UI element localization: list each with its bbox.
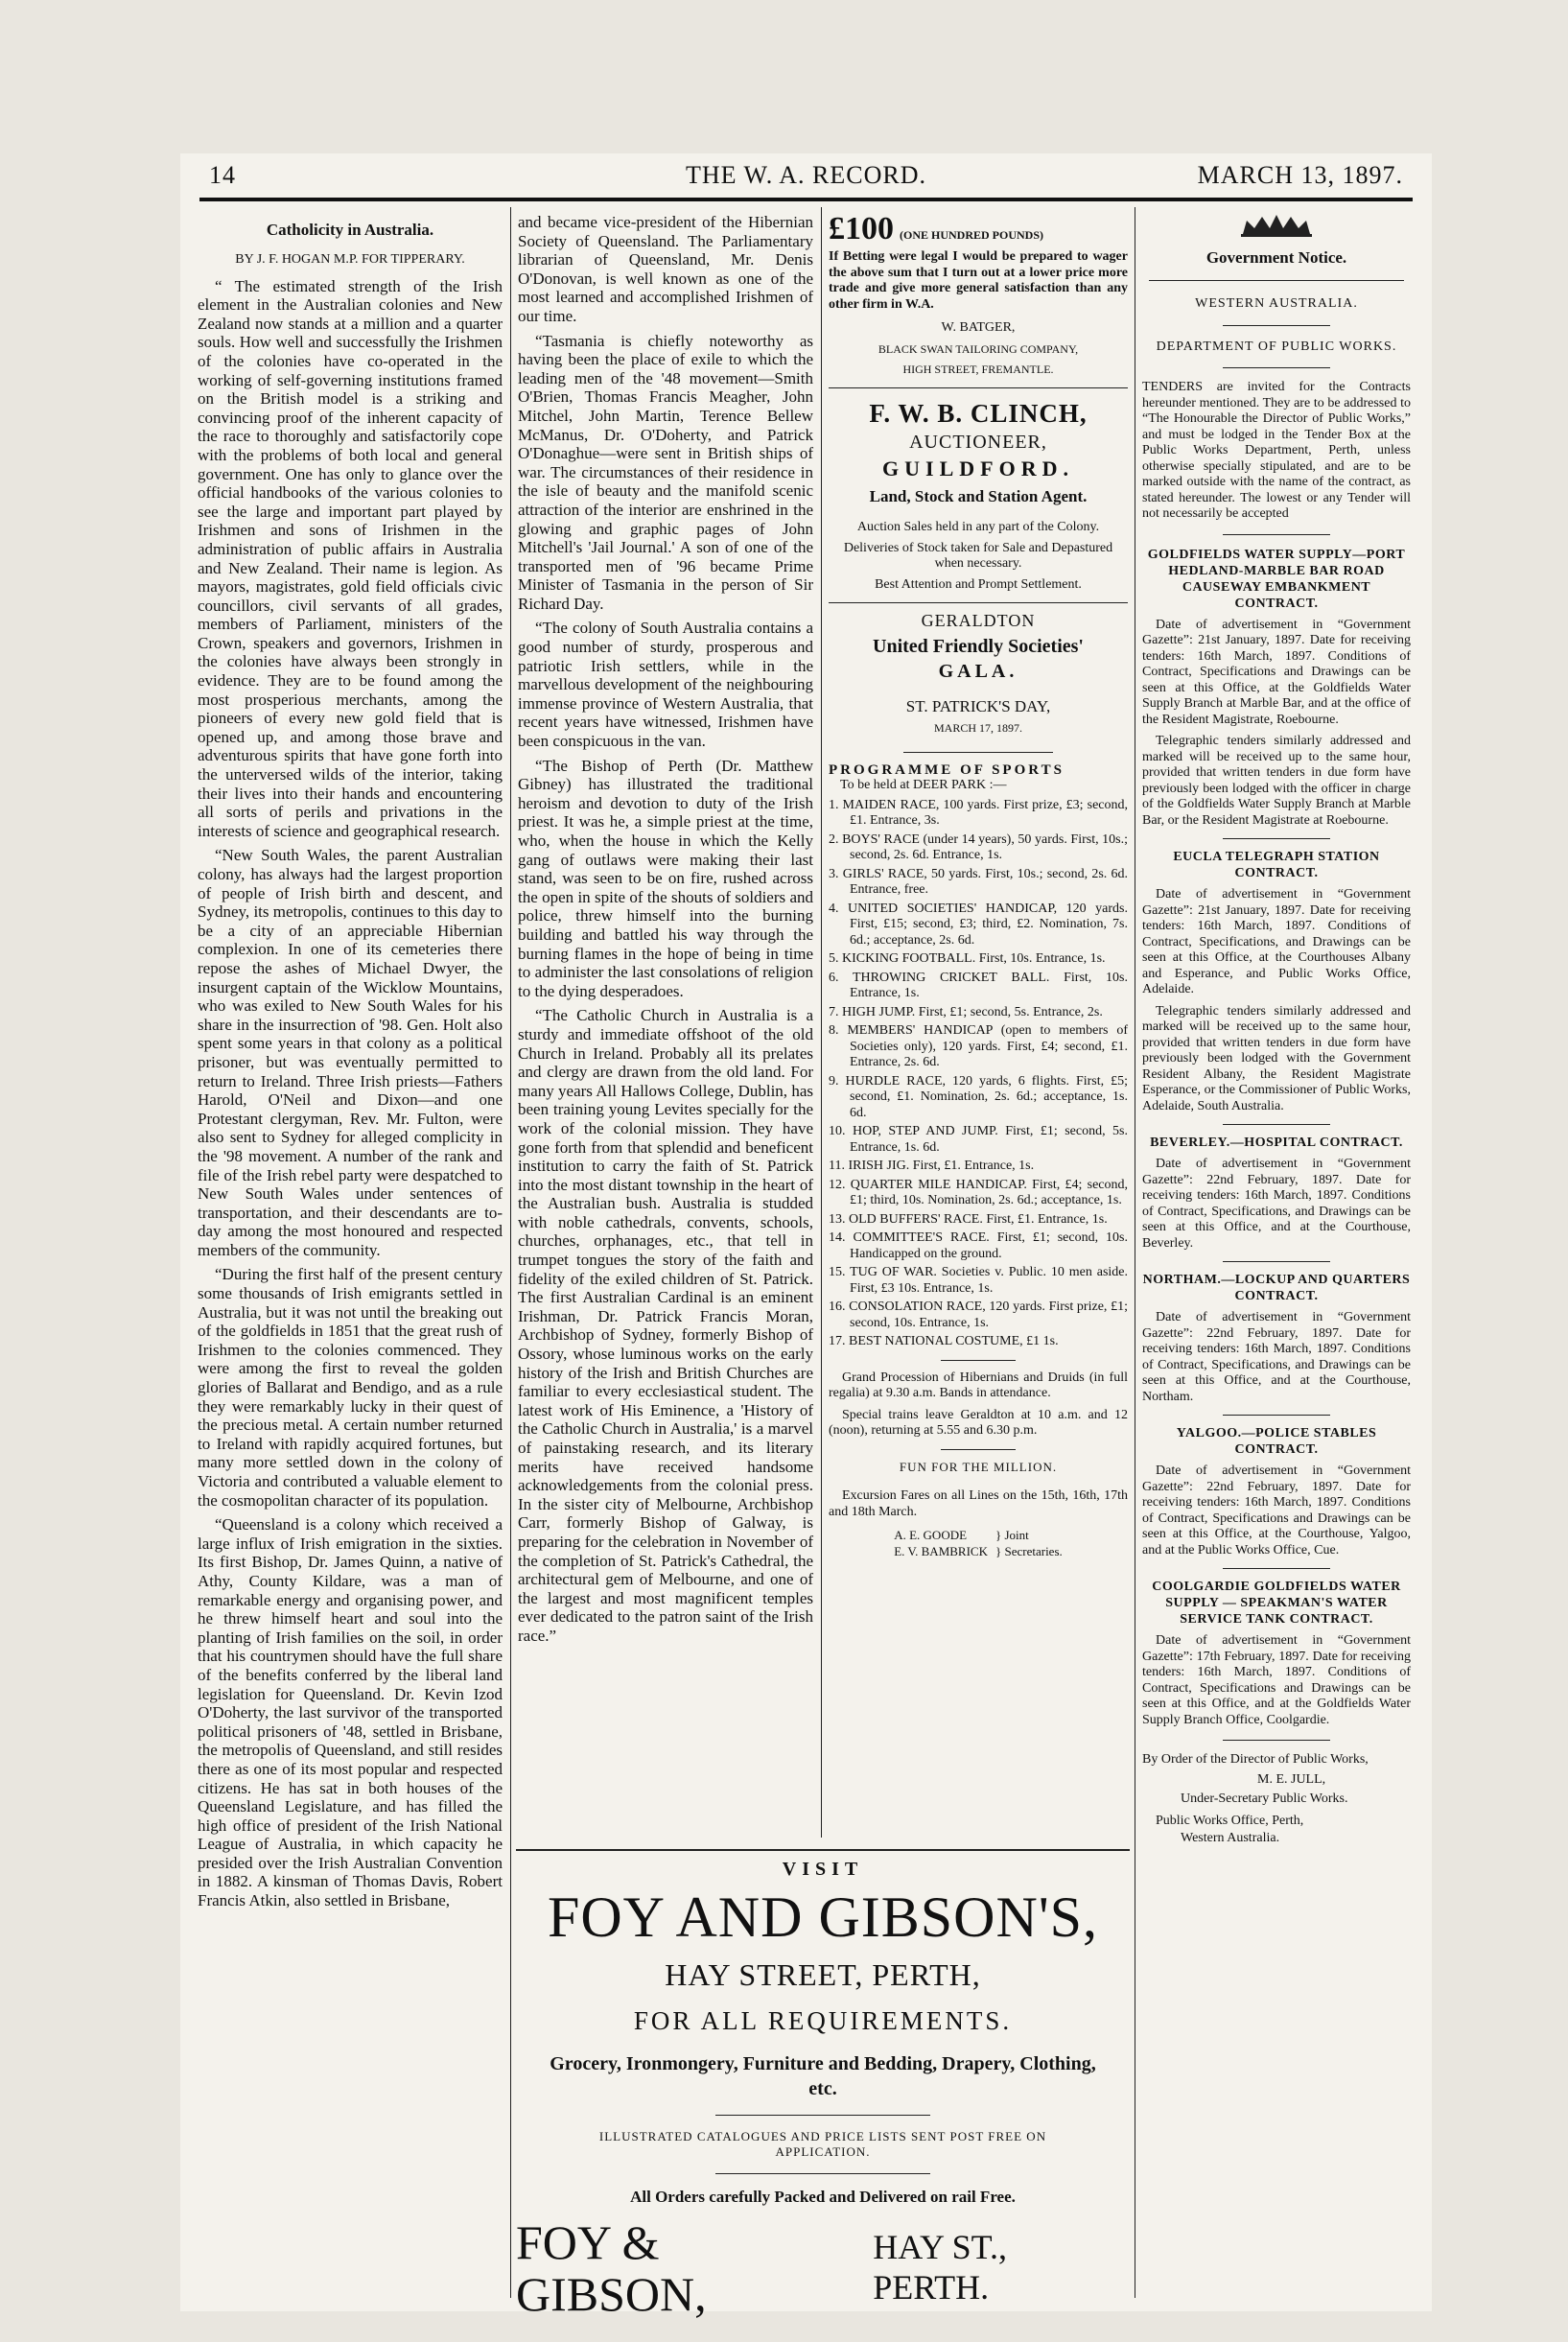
- gala-trains: Special trains leave Geraldton at 10 a.m. and 12 (noon), returning at 5.55 and 6.30 p.m.: [829, 1407, 1128, 1438]
- article-paragraph: “The colony of South Australia contains a good number of sturdy, prosperous and patriotic Irish settlers, while in the marvellous development of the neighbouring immense province of Western Australia, that recent years have witnessed, Irishmen have been conspicuous in the van.: [518, 619, 813, 751]
- programme-item: 16. CONSOLATION RACE, 120 yards. First prize, £1; second, 10s. Entrance, 1s.: [829, 1300, 1128, 1330]
- masthead-title: THE W. A. RECORD.: [685, 161, 927, 189]
- divider: [1223, 1415, 1330, 1416]
- notice-title: BEVERLEY.—HOSPITAL CONTRACT.: [1150, 1136, 1403, 1151]
- notice-paragraph: Date of advertisement in “Government Gazette”: 21st January, 1897. Date for receiving tenders: 16th March, 1897. Conditions of Contract, Specifications and Drawings can be seen at this Office, at the Goldfields Water Supply Branch at Marble Bar, and at the office of the Resident Magistrate, Roebourne.: [1142, 617, 1411, 727]
- foy-catalogue: ILLUSTRATED CATALOGUES AND PRICE LISTS SENT POST FREE ON APPLICATION.: [598, 2129, 1047, 2159]
- royal-crest-icon: [1142, 213, 1411, 243]
- clinch-detail: Deliveries of Stock taken for Sale and Depastured when necessary.: [843, 540, 1113, 571]
- article-byline: BY J. F. HOGAN M.P. FOR TIPPERARY.: [235, 251, 465, 267]
- notice-paragraph: Date of advertisement in “Government Gazette”: 22nd February, 1897. Date for receiving tenders: 16th March, 1897. Conditions of Contract, Specifications and Drawings can be seen at this Office, at the Courthouse, Yalgoo, and at the Public Works Office, Cue.: [1142, 1464, 1411, 1557]
- notice-block: [1142, 1425, 1411, 1558]
- article-column-2: [518, 213, 813, 1651]
- clinch-detail: Best Attention and Prompt Settlement.: [875, 576, 1082, 592]
- gala-excursion: Excursion Fares on all Lines on the 15th, 16th, 17th and 18th March.: [829, 1488, 1128, 1519]
- article-paragraph: “Tasmania is chiefly noteworthy as having been the place of exile to which the leading men of the '48 movement—Smith O'Brien, Thomas Francis Meagher, John Mitchel, John Martin, Terence Bellew McManus, Dr. O'Doherty, and Patrick O'Donaghue—were sent in British ships of war. The circumstances of their residence in the isle of beauty and the manifold scenic attraction of the interior are enshrined in the glowing and graphic pages of John Mitchell's 'Jail Journal.' A son of one of the transported men of '96 became Prime Minister of Tasmania in the person of Sir Richard Day.: [518, 331, 813, 613]
- notice-block: [1142, 849, 1411, 1114]
- programme-item: 15. TUG OF WAR. Societies v. Public. 10 men aside. First, £3 10s. Entrance, 1s.: [829, 1265, 1128, 1296]
- article-paragraph: “During the first half of the present century some thousands of Irish emigrants settled in Australia, but it was not until the breaking out of the goldfields in 1851 that the great rush of Irishmen to the colonies commenced. They were among the first to reveal the golden glories of Ballarat and Bendigo, and as a rule they were remarkably lucky in their quest of the precious metal. A certain number returned to Ireland with rapidly acquired fortunes, but many more settled down in the colony of Victoria and contributed a valuable element to the cosmopolitan character of its population.: [198, 1265, 503, 1510]
- gov-intro-text: TENDERS are invited for the Contracts hereunder mentioned. They are to be addressed to “The Honourable the Director of Public Works,” and must be lodged in the Tender Box at the Public Works Department, Perth, unless otherwise specially stipulated, and are to be marked outside with the name of the contract, as stated hereunder. The lowest or any Tender will not necessarily be accepted: [1142, 380, 1411, 522]
- gala-advertisement: [829, 613, 1128, 1559]
- secretary-title: } Secretaries.: [995, 1543, 1063, 1558]
- foy-name: FOY AND GIBSON'S,: [547, 1885, 1099, 1949]
- foy-gibson-advertisement: [516, 1849, 1130, 2321]
- header-rule: [199, 198, 1413, 201]
- gala-place: GERALDTON: [921, 611, 1036, 630]
- programme-item: 4. UNITED SOCIETIES' HANDICAP, 120 yards. First, £15; second, £3; third, £2. Nomination, 7s. 6d.; acceptance, 2s. 6d.: [829, 901, 1128, 948]
- notice-block: [1142, 1272, 1411, 1405]
- notice-paragraph: Date of advertisement in “Government Gazette”: 22nd February, 1897. Date for receiving tenders: 16th March, 1897. Conditions of Contract, Specifications, and Drawings can be seen at this Office, and at the Courthouse, Beverley.: [1142, 1157, 1411, 1251]
- ad-name: W. BATGER,: [941, 320, 1016, 335]
- gov-order: By Order of the Director of Public Works,: [1142, 1752, 1369, 1768]
- clinch-line: Land, Stock and Station Agent.: [869, 486, 1088, 505]
- gov-signature: [1142, 1752, 1411, 1847]
- gov-state: WESTERN AUSTRALIA.: [1195, 296, 1358, 312]
- gala-fun: FUN FOR THE MILLION.: [899, 1459, 1058, 1474]
- divider: [1223, 325, 1330, 326]
- programme-item: 6. THROWING CRICKET BALL. First, 10s. Entrance, 1s.: [829, 970, 1128, 1000]
- article-paragraph: and became vice-president of the Hibernian Society of Queensland. The Parliamentary librarian of Queensland, Mr. Denis O'Donovan, is well known as one of the most learned and accomplished Irishmen of our time.: [518, 213, 813, 325]
- notice-block: [1142, 547, 1411, 830]
- notice-title: COOLGARDIE GOLDFIELDS WATER SUPPLY — SPEAKMAN'S WATER SERVICE TANK CONTRACT.: [1152, 1580, 1401, 1628]
- advertisement-column: [829, 213, 1128, 1559]
- foy-footer-address: HAY ST., PERTH.: [873, 2228, 1007, 2307]
- article-title: Catholicity in Australia.: [266, 221, 434, 239]
- gov-signer: M. E. JULL,: [1257, 1771, 1326, 1787]
- gala-procession: Grand Procession of Hibernians and Druids (in full regalia) at 9.30 a.m. Bands in attendance.: [829, 1370, 1128, 1400]
- notice-paragraph: Date of advertisement in “Government Gazette”: 22nd February, 1897. Date for receiving tenders: 16th March, 1897. Conditions of Contract, Specifications, and Drawings can be seen at this Office, and at the Courthouse, Northam.: [1142, 1310, 1411, 1404]
- secretary-name: E. V. BAMBRICK: [894, 1543, 988, 1558]
- notice-title: GOLDFIELDS WATER SUPPLY—PORT HEDLAND-MARBLE BAR ROAD CAUSEWAY EMBANKMENT CONTRACT.: [1147, 547, 1406, 611]
- government-notices-column: [1142, 213, 1411, 1847]
- secretary-name: A. E. GOODE: [894, 1528, 968, 1542]
- gala-day: ST. PATRICK'S DAY,: [905, 696, 1051, 715]
- gala-title-2: GALA.: [938, 661, 1018, 682]
- divider: [1223, 1740, 1330, 1741]
- ad-text: If Betting were legal I would be prepared to wager the above sum that I turn out at a lower price more trade and give more general satisfaction than any other firm in W.A.: [829, 249, 1128, 312]
- newspaper-page: [180, 153, 1432, 2321]
- programme-subtitle: To be held at DEER PARK :—: [840, 778, 1007, 792]
- divider: [1223, 1261, 1330, 1262]
- divider: [941, 1360, 1016, 1361]
- gov-office: Public Works Office, Perth,: [1156, 1813, 1304, 1828]
- divider: [1223, 534, 1330, 535]
- batger-advertisement: [829, 213, 1128, 378]
- secretary-joint: } Joint: [995, 1528, 1029, 1542]
- article-paragraph: “ The estimated strength of the Irish element in the Australian colonies and New Zealand now stands at a million and a quarter souls. How well and successfully the Irishmen of the colonies have co-operated in the working of self-governing institutions framed on the British model is a striking and convincing proof of the inherent capacity of the race to thoroughly and satisfactorily cope with the problems of both local and general government. One has only to glance over the official handbooks of the various colonies to see the large and important part played by Irishmen and sons of Irishmen in the administration of public affairs in Australia and New Zealand. Their name is legion. As mayors, magistrates, gold field officials civic councillors, civil servants of all grades, members of Parliament, ministers of the Crown, speakers and governors, Irishmen in the colonies have always been strongly in evidence. They are to be found among the most prosperious merchants, among the pioneers of every new gold field that is opened up, and among those brave and adventurous spirits that have gone forth into the unterversed wilds of the interior, taking their lives into their hands and encountering all sorts of perils and privations in the interests of science and geographical research.: [198, 276, 503, 840]
- gov-dept: DEPARTMENT OF PUBLIC WORKS.: [1156, 339, 1397, 354]
- notice-paragraph: Date of advertisement in “Government Gazette”: 17th February, 1897. Date for receiving tenders: 16th March, 1897. Conditions of Contract, Specifications and Drawings can be seen at this Office, and at the Goldfields Water Supply Branch Office, Coolgardie.: [1142, 1633, 1411, 1727]
- programme-item: 5. KICKING FOOTBALL. First, 10s. Entrance, 1s.: [829, 951, 1106, 966]
- notice-paragraph: Telegraphic tenders similarly addressed and marked will be received up to the same hour, provided that written tenders in due form have previously been lodged with the officer in charge of the Goldfields Water Supply Branch at Marble Bar, or the Resident Magistrate at Roebourne.: [1142, 734, 1411, 828]
- programme-list: [829, 798, 1128, 1350]
- programme-item: 1. MAIDEN RACE, 100 yards. First prize, £3; second, £1. Entrance, 3s.: [829, 797, 1128, 828]
- programme-item: 3. GIRLS' RACE, 50 yards. First, 10s.; second, 2s. 6d. Entrance, free.: [829, 866, 1128, 897]
- ad-address: HIGH STREET, FREMANTLE.: [902, 363, 1054, 376]
- article-paragraph: “The Catholic Church in Australia is a sturdy and immediate offshoot of the old Church in Ireland. Probably all its prelates and clergy are drawn from the old land. For many years All Hallows College, Dublin, has been training young Levites specially for the work of the colonial mission. They have gone forth from that splendid and beneficent institution to carry the faith of St. Patrick into the most distant township in the heart of the Australian bush. Australia is studded with noble cathedrals, convents, schools, churches, orphanages, etc., that tell in trumpet tongues the story of the faith and fidelity of the exiled children of St. Patrick. The first Australian Cardinal is an eminent Irishman, Dr. Patrick Francis Moran, Archbishop of Sydney, formerly Bishop of Ossory, whose luminous works on the early history of the Irish and British Churches are familiar to every ecclesiastical student. The latest work of His Eminence, a 'History of the Catholic Church in Australia,' is a marvel of painstaking research, and its literary merits have received handsome acknowledgements from the colonial press. In the sister city of Melbourne, Archbishop Carr, formerly Bishop of Galway, is preparing for the celebration in November of the completion of St. Patrick's Cathedral, the architectural gem of Melbourne, and one of the largest and most magnificent temples ever dedicated to the patron saint of the Irish race.”: [518, 1006, 813, 1645]
- programme-item: 2. BOYS' RACE (under 14 years), 50 yards. First, 10s.; second, 2s. 6d. Entrance, 1s.: [829, 831, 1128, 862]
- divider: [1223, 838, 1330, 839]
- gov-notice-title: Government Notice.: [1205, 247, 1347, 267]
- article-paragraph: “New South Wales, the parent Australian colony, has always had the largest proportion of people of Irish birth and descent, and Sydney, its metropolis, continues to this day to be a city of an appreciable Hibernian complexion. In one of its cemeteries there repose the ashes of Michael Dwyer, the insurgent captain of the Wicklow Mountains, who was exiled to New South Wales for his share in the insurrection of '98. Gen. Holt also spent some years in that colony as a political prisoner, but was eventually permitted to return to Ireland. Three Irish priests—Fathers Harold, O'Neil and Dixon—and one Protestant clergyman, Rev. Mr. Fulton, were also sent to Sydney for alleged complicity in the '98 movement. A number of the rank and file of the Irish rebel party were despatched to New South Wales under sentences of transportation, and their descendants are to-day among the most honoured and respected members of the community.: [198, 846, 503, 1259]
- article-paragraph: “Queensland is a colony which received a large influx of Irish emigration in the sixties. Its first Bishop, Dr. James Quinn, a native of Athy, County Kildare, was a man of remarkable energy and organising power, and he threw himself heart and soul into the planting of Irish families on the soil, in order that his countrymen should have the full share of the benefits conferred by the liberal land legislation for Queensland. Dr. Kevin Izod O'Doherty, the last survivor of the transported political prisoners of '48, settled in Brisbane, the metropolis of Queensland, and still resides there as one of its most popular and respected citizens. He has sat in both houses of the Queensland Legislature, and has filled the high office of president of the Irish National League of Australia, in which capacity he presided over the Irish Australian Convention in 1882. A kinsman of Thomas Davis, Robert Francis Atkin, also settled in Brisbane,: [198, 1515, 503, 1910]
- foy-visit: VISIT: [782, 1859, 864, 1880]
- divider: [829, 387, 1128, 388]
- gov-office-2: Western Australia.: [1181, 1831, 1280, 1846]
- divider: [903, 752, 1053, 753]
- programme-item: 9. HURDLE RACE, 120 yards, 6 flights. First, £5; second, £1. Nomination, 2s. 6d.; acceptance, 1s. 6d.: [829, 1073, 1128, 1120]
- programme-item: 11. IRISH JIG. First, £1. Entrance, 1s.: [829, 1159, 1035, 1173]
- gov-signer-title: Under-Secretary Public Works.: [1181, 1792, 1348, 1807]
- notice-paragraph: Date of advertisement in “Government Gazette”: 21st January, 1897. Date for receiving tenders: 16th March, 1897. Conditions of Contract, Specifications, and Drawings can be seen at this Office, at the Courthouses Albany and Esperance, and Public Works Office, Adelaide.: [1142, 887, 1411, 997]
- foy-address: HAY STREET, PERTH,: [665, 1957, 981, 1992]
- page-number: 14: [209, 161, 236, 189]
- notice-title: EUCLA TELEGRAPH STATION CONTRACT.: [1173, 850, 1380, 881]
- notice-block: [1142, 1135, 1411, 1252]
- ad-company: BLACK SWAN TAILORING COMPANY,: [878, 341, 1079, 356]
- programme-item: 10. HOP, STEP AND JUMP. First, £1; second, 5s. Entrance, 1s. 6d.: [829, 1124, 1128, 1155]
- clinch-name: F. W. B. CLINCH,: [869, 398, 1088, 428]
- gov-intro: [1142, 380, 1411, 523]
- divider: [1149, 280, 1404, 281]
- divider: [715, 2115, 930, 2116]
- programme-item: 14. COMMITTEE'S RACE. First, £1; second, 10s. Handicapped on the ground.: [829, 1230, 1128, 1261]
- programme-item: 17. BEST NATIONAL COSTUME, £1 1s.: [829, 1334, 1059, 1348]
- clinch-detail: Auction Sales held in any part of the Colony.: [856, 520, 1100, 534]
- column-rule: [510, 207, 511, 2298]
- article-column-1: [198, 213, 503, 1916]
- gala-secretaries: [829, 1528, 1128, 1559]
- programme-item: 8. MEMBERS' HANDICAP (open to members of Societies only), 120 yards. First, £4; second, £1. Entrance, 2s. 6d.: [829, 1023, 1128, 1069]
- foy-footer-name: FOY & GIBSON,: [516, 2215, 707, 2321]
- divider: [1223, 367, 1330, 368]
- foy-footer: [516, 2216, 1130, 2320]
- column-rule: [821, 207, 822, 1838]
- divider: [941, 1449, 1016, 1450]
- notice-paragraph: Telegraphic tenders similarly addressed and marked will be received up to the same hour, provided that written tenders in due form have previously been lodged with the Government Resident Albany, the Resident Magistrate Esperance, or the Commissioner of Public Works, Adelaide, South Australia.: [1142, 1003, 1411, 1113]
- article-paragraph: “The Bishop of Perth (Dr. Matthew Gibney) has illustrated the traditional heroism and devotion to duty of the Irish priest. It was he, a simple priest at the time, who, when the house in which the Kelly gang of outlaws were making their last stand, was seen to be on fire, rushed across the open in spite of the shouts of soldiers and police, threw himself into the burning building and battled his way through the burning flames in the hope of being in time to administer the last consolations of religion to the dying desperadoes.: [518, 756, 813, 1000]
- divider: [1223, 1568, 1330, 1569]
- clinch-town: GUILDFORD.: [882, 457, 1074, 480]
- foy-goods: Grocery, Ironmongery, Furniture and Bedding, Drapery, Clothing, etc.: [550, 2053, 1096, 2099]
- notice-block: [1142, 1579, 1411, 1728]
- gala-title: United Friendly Societies': [873, 635, 1084, 657]
- notice-title: YALGOO.—POLICE STABLES CONTRACT.: [1176, 1426, 1377, 1458]
- foy-tagline: FOR ALL REQUIREMENTS.: [633, 2006, 1013, 2035]
- programme-title: PROGRAMME OF SPORTS: [829, 761, 1065, 778]
- programme-item: 12. QUARTER MILE HANDICAP. First, £4; second, £1; third, 10s. Nomination, 2s. 6d.; acceptance, 1s.: [829, 1177, 1128, 1207]
- ad-amount-words: (ONE HUNDRED POUNDS): [900, 228, 1043, 242]
- divider: [1223, 1124, 1330, 1125]
- programme-item: 7. HIGH JUMP. First, £1; second, 5s. Entrance, 2s.: [829, 1004, 1103, 1019]
- ad-amount: £100: [829, 211, 894, 246]
- issue-date: MARCH 13, 1897.: [1197, 161, 1403, 189]
- gala-date: MARCH 17, 1897.: [933, 721, 1022, 735]
- programme-item: 13. OLD BUFFERS' RACE. First, £1. Entrance, 1s.: [829, 1211, 1108, 1227]
- divider: [829, 602, 1128, 603]
- clinch-role: AUCTIONEER,: [909, 431, 1047, 453]
- foy-orders: All Orders carefully Packed and Delivered on rail Free.: [630, 2188, 1016, 2206]
- clinch-advertisement: [829, 398, 1128, 594]
- divider: [715, 2173, 930, 2174]
- notice-title: NORTHAM.—LOCKUP AND QUARTERS CONTRACT.: [1142, 1273, 1411, 1304]
